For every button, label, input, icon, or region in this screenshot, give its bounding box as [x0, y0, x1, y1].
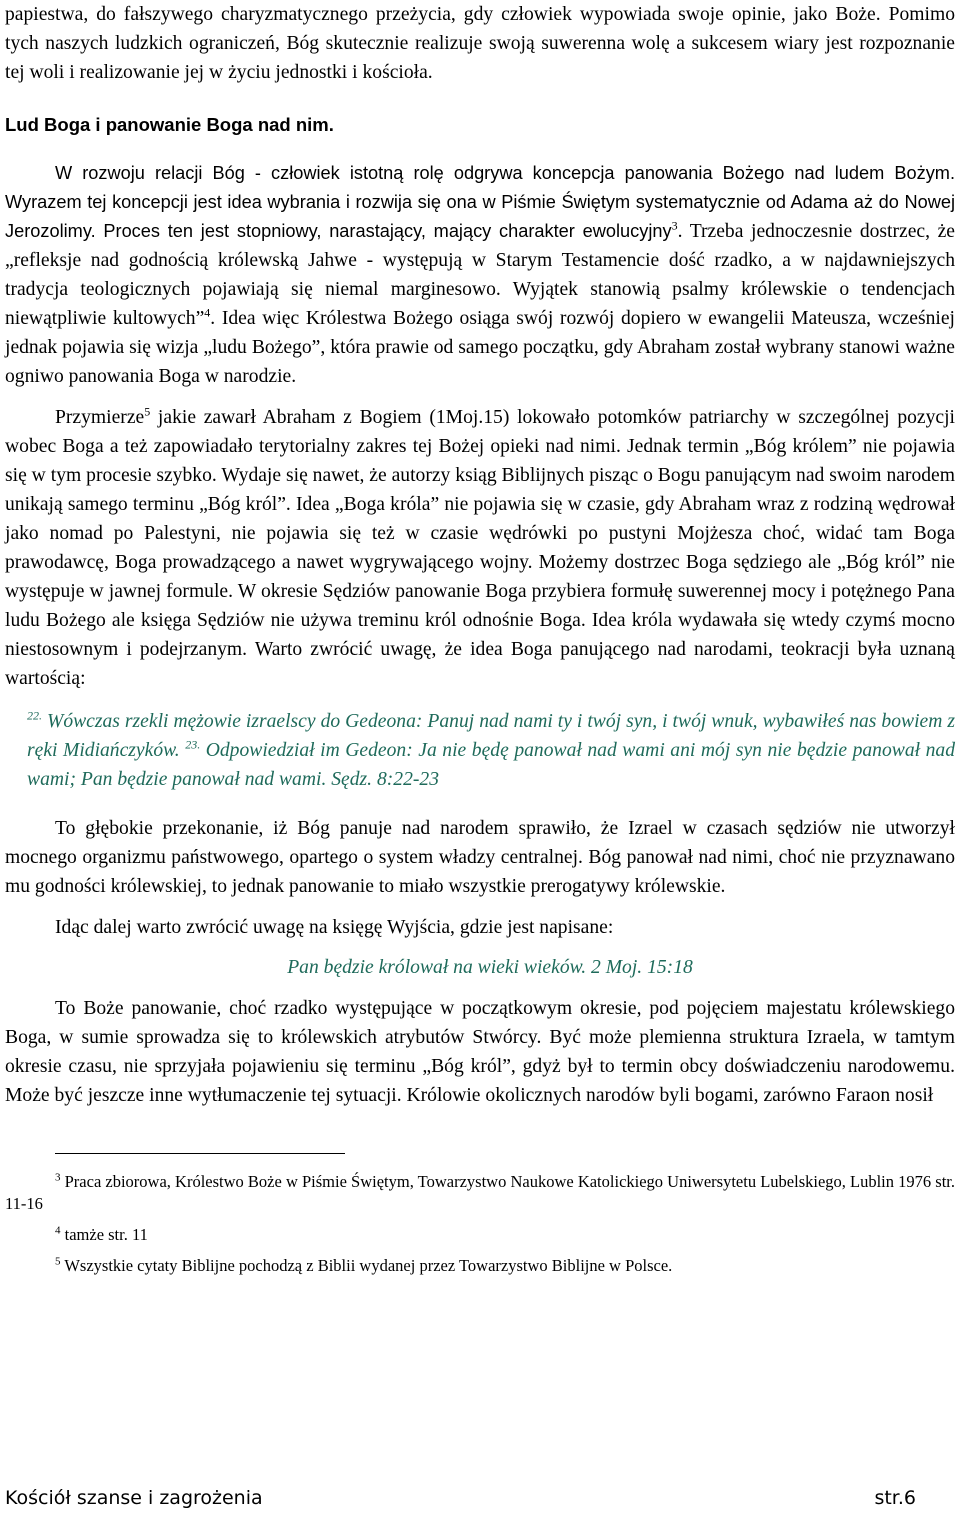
- bible-quote-judges: [27, 707, 955, 794]
- page-footer: [5, 1487, 916, 1509]
- footnote-3: [5, 1171, 955, 1215]
- paragraph-5: To Boże panowanie, choć rzadko występujące w początkowym okresie, pod pojęciem majestatu królewskiego Boga, w sumie sprowadza się to królewskich atrybutów Stwórcy. Być może plemienna struktura Izraela, w tamtym okresie czasu, nie sprzyjała pojawieniu się terminu „Bóg król”, gdyż był to termin obcy doświadczeniu narodowemu. Może być jeszcze inne wytłumaczenie tej sytuacji. Królowie okolicznych narodów byli bogami, zarówno Faraon nosił: [5, 998, 955, 1106]
- footer-title: Kościół szanse i zagrożenia: [5, 1487, 263, 1509]
- footnote-text: Wszystkie cytaty Biblijne pochodzą z Biblii wydanej przez Towarzystwo Biblijne w Polsce.: [60, 1256, 673, 1275]
- footnote-text: Praca zbiorowa, Królestwo Boże w Piśmie Świętym, Towarzystwo Naukowe Katolickiego Uniwersytetu Lubelskiego, Lublin 1976 str. 11-16: [5, 1172, 955, 1213]
- quote-text-b: Odpowiedział im Gedeon: Ja nie będę panował nad wami ani mój syn nie będzie panował nad wami; Pan będzie panował nad wami. Sędz. 8:22-23: [27, 740, 955, 790]
- page-number: str.6: [874, 1487, 916, 1509]
- section-heading: Lud Boga i panowanie Boga nad nim.: [5, 114, 334, 135]
- paragraph-1-text-a: . Trzeba jednoczesnie dostrzec, że „refleksje nad godnością królewską Jahwe - występują w Starym Testamencie dość rzadko, a w najdawniejszych tradycja teologicznych pojawiają się niemal marginesowo. Wyjątek stanowią psalmy królewskie o tendencjach niewątpliwie kultowych”: [5, 221, 955, 329]
- verse-number-23: 23.: [185, 737, 201, 752]
- paragraph-intro: papiestwa, do fałszywego charyzmatycznego przeżycia, gdy człowiek wypowiada swoje opinie, jako Boże. Pomimo tych naszych ludzkich ograniczeń, Bóg skutecznie realizuje swoją suwerenna wolę a sukcesem wiary jest rozpoznanie tej woli i realizowanie jej w życiu jednostki i kościoła.: [5, 4, 955, 83]
- paragraph-2: [5, 403, 955, 693]
- paragraph-1-text-b: . Idea więc Królestwa Bożego osiąga swój rozwój dopiero w ewangelii Mateusza, wcześniej jednak pojawia się wizja „ludu Bożego”, która prawie od samego początku, gdy Abraham został wybrany stanowi ważne ogniwo panowania Boga w narodzie.: [5, 308, 955, 387]
- paragraph-2-text: jakie zawarł Abraham z Bogiem (1Moj.15) lokowało potomków patriarchy w szczególnej pozycji wobec Boga a też zapowiadało terytorialny zakres tej Bożej opieki nad nimi. Jednak termin „Bóg królem” nie pojawia się w tym procesie szybko. Wydaje się nawet, że autorzy ksiąg Biblijnych pisząc o Bogu panującym nad swoim narodem unikają samego terminu „Bóg król”. Idea „Boga króla” nie pojawia się w czasie, gdy Abraham wraz z rodziną wędrował jako nomad po Palestyni, nie pojawia się też w czasie wędrówki po pustyni Mojżesza choć, widać tam Boga prawodawcę, Boga prowadzącego a nawet wygrywającego wojny. Możemy dostrzec Boga sędziego ale „Bóg król” nie występuje w jawnej formule. W okresie Sędziów panowanie Boga przybiera formułę suwerennej mocy i potężnego Pana ludu Bożego ale księga Sędziów nie używa treminu król odnośnie Boga. Idea króla wydawała się wtedy czymś mocno niestosownym i podejrzanym. Warto zwrócić uwagę, że idea Boga panującego nad narodami, teokracji była uznaną wartością:: [5, 407, 955, 689]
- quote-text-a: Wówczas rzekli mężowie izraelscy do Gedeona: Panuj nad nami ty i twój syn, i twój wnuk, wybawiłeś nas bowiem z ręki Midiańczyków.: [27, 711, 955, 761]
- bible-quote-exodus: Pan będzie królował na wieki wieków. 2 Moj. 15:18: [287, 957, 693, 978]
- footnote-number: 5: [55, 1255, 61, 1268]
- paragraph-4: Idąc dalej warto zwrócić uwagę na księgę Wyjścia, gdzie jest napisane:: [55, 917, 614, 938]
- document-page: [5, 0, 955, 1518]
- verse-number-22: 22.: [27, 708, 42, 723]
- footnote-number: 4: [55, 1224, 61, 1237]
- paragraph-3: To głębokie przekonanie, iż Bóg panuje nad narodem sprawiło, że Izrael w czasach sędziów nie utworzył mocnego organizmu państwowego, opartego o system władzy centralnej. Bóg panował nad nimi, choć nie przyznawano mu godności królewskiej, to jednak panowanie to miało wszystkie prerogatywy królewskie.: [5, 818, 955, 897]
- footnote-separator: [55, 1153, 345, 1154]
- footnote-ref-5[interactable]: 5: [144, 404, 151, 419]
- footnote-4: [5, 1224, 955, 1246]
- footnote-number: 3: [55, 1171, 61, 1184]
- footnote-5: [5, 1255, 955, 1277]
- paragraph-2-start: Przymierze: [55, 407, 145, 428]
- paragraph-1: [5, 159, 955, 391]
- paragraph-1-sans-text: W rozwoju relacji Bóg - człowiek istotną rolę odgrywa koncepcja panowania Bożego nad ludem Bożym. Wyrazem tej koncepcji jest idea wybrania i rozwija się ona w Piśmie Świętym systematycznie od Adama aż do Nowej Jerozolimy. Proces ten jest stopniowy, narastający, mający charakter ewolucyjny: [5, 163, 955, 241]
- footnote-ref-3[interactable]: 3: [671, 218, 678, 233]
- footnote-text: tamże str. 11: [60, 1225, 148, 1244]
- footnote-ref-4[interactable]: 4: [204, 305, 211, 320]
